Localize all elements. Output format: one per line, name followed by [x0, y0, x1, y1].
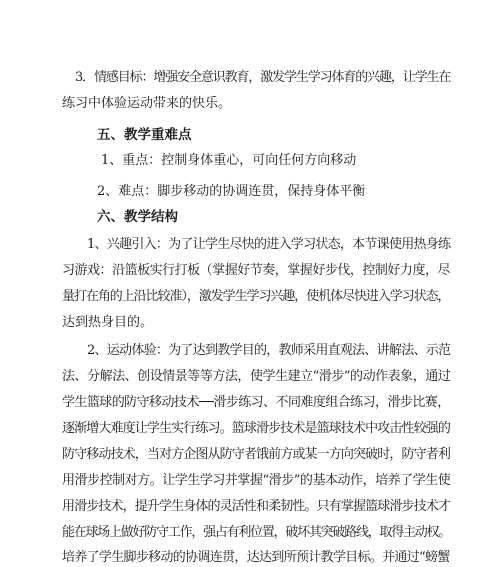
experience-line-7: 用滑步技术，提升学生身体的灵活性和柔韧性。只有掌握篮球滑步技术才: [62, 499, 451, 514]
section6-heading: 六、教学结构: [97, 209, 178, 225]
experience-line-1: 2、运动体验：为了达到教学目的，教师采用直观法、讲解法、示范: [87, 343, 451, 358]
section5-heading: 五、教学重难点: [97, 127, 192, 143]
goal3-line-2: 练习中体验运动带来的快乐。: [62, 96, 232, 111]
goal3-line-1: 3．情感目标：增强安全意识教育，激发学生学习体育的兴趣，让学生在: [75, 70, 451, 85]
key-point-line: 1、重点：控制身体重心，可向任何方向移动: [101, 153, 357, 168]
experience-line-5: 防守移动技术，当对方企图从防守者饿前方或某一方向突破时，防守者利: [62, 447, 451, 462]
experience-line-3: 学生篮球的防守移动技术──滑步练习、不同难度组合练习，滑步比赛，: [62, 395, 450, 410]
intro-line-2: 习游戏：沿篮板实行打板（掌握好节奏，掌握好步伐，控制好力度，尽: [62, 263, 450, 278]
experience-line-2: 法、分解法、创设情景等等方法，使学生建立“滑步”的动作表象，通过: [62, 369, 451, 384]
difficulty-line: 2、难点：脚步移动的协调连贯，保持身体平衡: [97, 184, 366, 199]
intro-line-1: 1、兴趣引入：为了让学生尽快的进入学习状态，本节课使用热身练: [87, 237, 451, 252]
experience-line-8: 能在球场上做好防守工作，强占有利位置，破坏其突破路线，取得主动权。: [62, 525, 451, 540]
experience-line-4: 逐渐增大难度让学生实行练习。篮球滑步技术是篮球技术中攻击性较强的: [62, 421, 451, 436]
experience-line-9: 培养了学生脚步移动的协调连贯，达达到所预计教学目标。并通过“螃蟹: [62, 550, 450, 565]
experience-line-6: 用滑步控制对方。让学生学习并掌握“滑步”的基本动作，培养了学生使: [62, 473, 451, 488]
intro-line-4: 达到热身目的。: [62, 315, 154, 330]
intro-line-3: 量打在角的上沿比较准），激发学生学习兴趣，使机体尽快进入学习状态，: [62, 289, 450, 304]
